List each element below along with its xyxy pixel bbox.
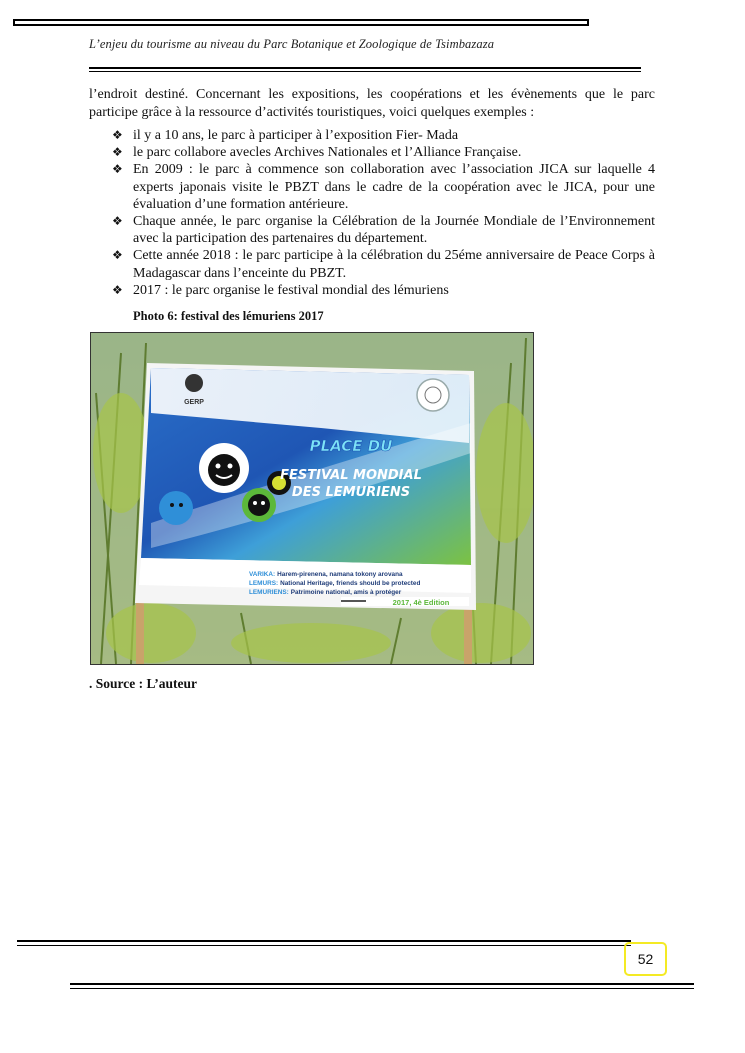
diamond-bullet-icon: ❖	[112, 145, 123, 160]
list-item: ❖ il y a 10 ans, le parc à participer à l’exposition Fier- Mada	[112, 128, 459, 143]
list-item: ❖ En 2009 : le parc à commence son collaboration avec l’association JICA sur laquelle 4 experts japonais visite le PBZT dans le cadre de la coopération avec le JICA, pour une évaluation d’une formation antérieure.	[112, 162, 655, 212]
footer-rule-bottom	[70, 983, 694, 989]
footer-rule-top	[17, 940, 631, 946]
page-number: 52	[637, 951, 654, 967]
banner-varika-label: VARIKA:	[249, 571, 276, 578]
photo-source: . Source : L’auteur	[89, 676, 197, 691]
festival-banner-illustration	[91, 333, 533, 664]
photo-caption: Photo 6: festival des lémuriens 2017	[133, 309, 324, 323]
header-frame	[13, 19, 589, 26]
svg-text:VARIKA:Harem-pirenena, namana	[249, 571, 403, 578]
banner-edition: 2017, 4è Edition	[392, 598, 450, 607]
diamond-bullet-icon: ❖	[112, 162, 123, 177]
examples-list	[112, 127, 655, 299]
diamond-bullet-icon: ❖	[112, 128, 123, 142]
svg-text:LEMURIENS:Patrimoine national,	[249, 589, 402, 596]
running-header-title: L’enjeu du tourisme au niveau du Parc Botanique et Zoologique de Tsimbazaza	[89, 37, 495, 51]
list-item: ❖ le parc collabore avecles Archives Nationales et l’Alliance Française.	[112, 145, 522, 161]
banner-line-3: DES LEMURIENS	[291, 485, 411, 500]
banner-logo-text: GERP	[184, 399, 204, 406]
banner-lemurs-text: National Heritage, friends should be protected	[280, 580, 421, 587]
list-item: ❖ Chaque année, le parc organise la Célébration de la Journée Mondiale de l’Environnement avec la participation des partenaires du département.	[112, 214, 655, 247]
banner-lemurs-label: LEMURS:	[249, 580, 279, 587]
banner-lemuriens-text: Patrimoine national, amis à protéger	[290, 589, 402, 596]
diamond-bullet-icon: ❖	[112, 214, 123, 229]
banner-lemuriens-label: LEMURIENS:	[249, 589, 289, 596]
list-item: ❖ 2017 : le parc organise le festival mondial des lémuriens	[112, 282, 449, 298]
banner-line-2: FESTIVAL MONDIAL	[280, 468, 422, 483]
svg-text:LEMURS:National Heritage, frie	[249, 580, 420, 587]
festival-photo	[90, 332, 534, 665]
diamond-bullet-icon: ❖	[112, 248, 123, 263]
diamond-bullet-icon: ❖	[112, 282, 123, 297]
intro-paragraph: l’endroit destiné. Concernant les expositions, les coopérations et les évènements que le parc participe grâce à la ressource d’activités touristiques, voici quelques exemples :	[89, 87, 655, 120]
header-rule	[89, 67, 641, 72]
banner-varika-text: Harem-pirenena, namana tokony arovana	[277, 571, 403, 578]
list-item: ❖ Cette année 2018 : le parc participe à la célébration du 25éme anniversaire de Peace Corps à Madagascar dans l’enceinte du PBZT.	[112, 248, 655, 281]
banner-line-1: PLACE DU	[309, 437, 393, 455]
